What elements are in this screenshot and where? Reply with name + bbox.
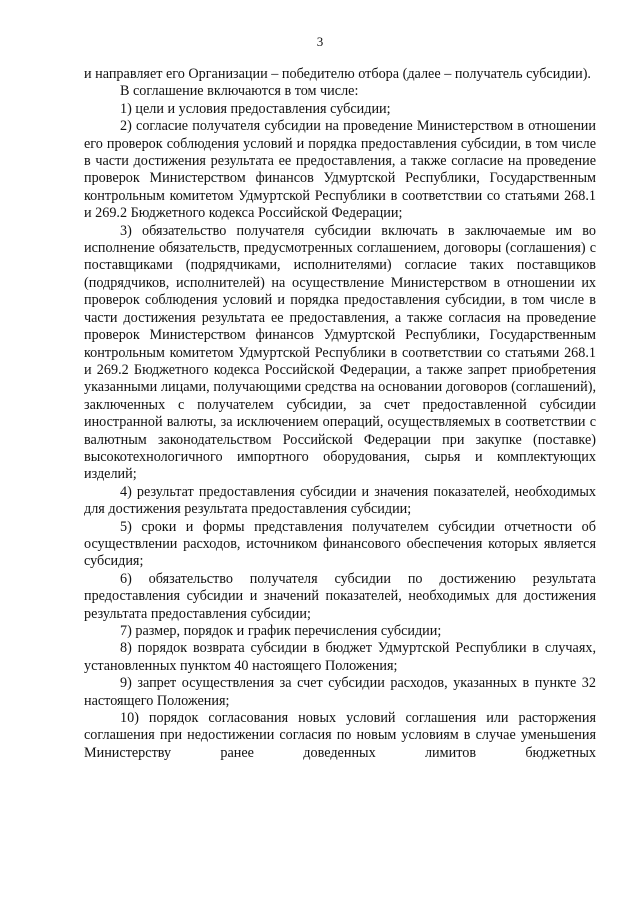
list-item-6: 6) обязательство получателя субсидии по достижению результата предоставления субсидии и значений показателей, необходимых для достижения результата предоставления субсидии; [84,570,596,622]
paragraph-continuation: и направляет его Организации – победителю отбора (далее – получатель субсидии). [84,66,591,82]
list-item-5: 5) сроки и формы представления получателем субсидии отчетности об осуществлении расходов, источником финансового обеспечения которых является субсидия; [84,518,596,570]
page-number: 3 [316,34,324,49]
list-item-2: 2) согласие получателя субсидии на проведение Министерством в отношении его проверок соблюдения условий и порядка предоставления субсидии, в том числе в части достижения результата ее предоставления, а также согласие на проведение проверок Министерством финансов Удмуртской Республики, Государственным контрольным комитетом Удмуртской Республики в соответствии со статьями 268.1 и 269.2 Бюджетного кодекса Российской Федерации; [84,118,596,222]
document-body [84,66,596,762]
list-item-8: 8) порядок возврата субсидии в бюджет Удмуртской Республики в случаях, установленных пунктом 40 настоящего Положения; [84,640,596,674]
list-item-9: 9) запрет осуществления за счет субсидии расходов, указанных в пункте 32 настоящего Положения; [84,675,596,709]
list-item-10: 10) порядок согласования новых условий соглашения или расторжения соглашения при недостижении согласия по новым условиям в случае уменьшения Министерству ранее доведенных лимитов бюджетных [84,710,596,761]
list-item-3: 3) обязательство получателя субсидии включать в заключаемые им во исполнение обязательств, предусмотренных соглашением, договоры (соглашения) с поставщиками (подрядчиками, исполнителями) согласие таких поставщиков (подрядчиков, исполнителей) на осуществление Министерством в отношении их проверок соблюдения условий и порядка предоставления субсидии, в том числе в части достижения результата ее предоставления, а также согласия на проведение проверок Министерством финансов Удмуртской Республики, Государственным контрольным комитетом Удмуртской Республики в соответствии со статьями 268.1 и 269.2 Бюджетного кодекса Российской Федерации, а также запрет приобретения указанными лицами, получающими средства на основании договоров (соглашений), заключенных с получателем субсидии, за счет предоставленной субсидии иностранной валюты, за исключением операций, осуществляемых в соответствии с валютным законодательством Российской Федерации при закупке (поставке) высокотехнологичного импортного оборудования, сырья и комплектующих изделий; [84,222,596,483]
list-item-4: 4) результат предоставления субсидии и значения показателей, необходимых для достижения результата предоставления субсидии; [84,483,596,518]
list-item-1: 1) цели и условия предоставления субсидии; [120,100,391,117]
paragraph-intro: В соглашение включаются в том числе: [120,83,359,100]
list-item-7: 7) размер, порядок и график перечисления субсидии; [120,623,442,639]
